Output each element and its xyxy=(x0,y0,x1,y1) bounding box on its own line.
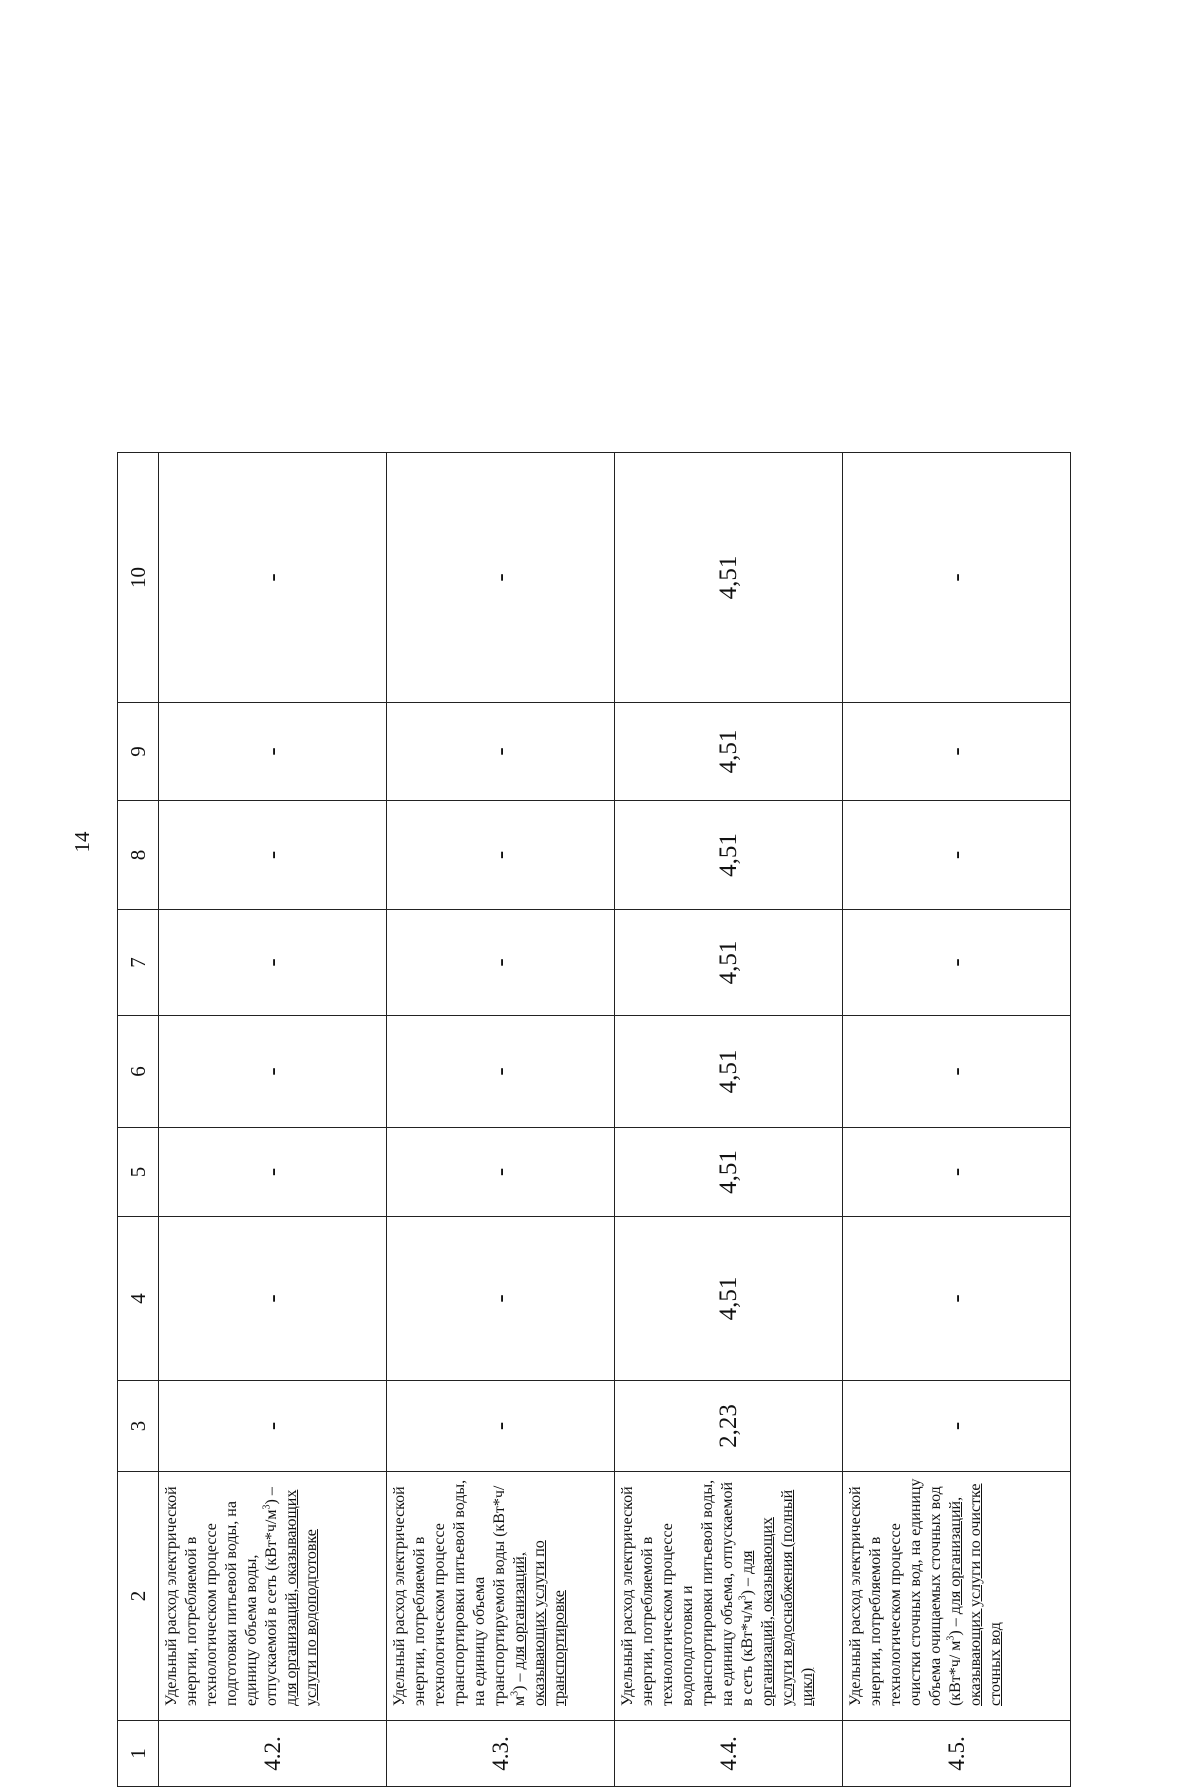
row-description: Удельный расход электрической энергии, потребляемой в технологическом процессе водоподготовки и транспортировки питьевой воды, на единицу объема, отпускаемой в сеть $(кВт*ч/м^3)$ – для организаций, оказывающих услуги водоснабжения (полный цикл) xyxy=(615,1472,843,1721)
value-cell: 4,51 xyxy=(615,1016,843,1128)
row-number: 4.2. xyxy=(159,1721,387,1787)
header-cell: 5 xyxy=(118,1128,159,1217)
organization-type: для организаций, оказывающих услуги по очистке сточных вод xyxy=(947,1483,1004,1706)
header-cell: 6 xyxy=(118,1016,159,1128)
value-cell: 4,51 xyxy=(615,910,843,1016)
value-cell: - xyxy=(387,801,615,910)
value-cell: - xyxy=(843,910,1071,1016)
row-description: Удельный расход электрической энергии, потребляемой в технологическом процессе транспортировки питьевой воды, на единицу объема транспортируемой воды $(кВт*ч/м^3)$ – для организаций, оказывающих услуги по транспортировке xyxy=(387,1472,615,1721)
value-cell: 4,51 xyxy=(615,703,843,801)
value-cell: - xyxy=(843,801,1071,910)
value-cell: - xyxy=(159,1381,387,1472)
value-cell: - xyxy=(159,1217,387,1381)
header-cell: 4 xyxy=(118,1217,159,1381)
indicator-table xyxy=(117,452,1071,1787)
value-cell: - xyxy=(843,1016,1071,1128)
value-cell: - xyxy=(159,801,387,910)
value-cell: - xyxy=(387,1128,615,1217)
value-cell: - xyxy=(843,453,1071,703)
header-cell: 10 xyxy=(118,453,159,703)
header-row xyxy=(118,453,159,1787)
header-cell: 7 xyxy=(118,910,159,1016)
value-cell: - xyxy=(387,1217,615,1381)
value-cell: - xyxy=(159,453,387,703)
table-row xyxy=(159,453,387,1787)
table-row xyxy=(387,453,615,1787)
row-number: 4.4. xyxy=(615,1721,843,1787)
row-number: 4.5. xyxy=(843,1721,1071,1787)
value-cell: - xyxy=(387,1016,615,1128)
value-cell: - xyxy=(159,910,387,1016)
value-cell: - xyxy=(159,1128,387,1217)
header-cell: 2 xyxy=(118,1472,159,1721)
organization-type: для организаций, оказывающих услуги водоснабжения (полный цикл) xyxy=(739,1489,816,1706)
value-cell: 2,23 xyxy=(615,1381,843,1472)
rotated-table-container xyxy=(117,453,1071,1787)
value-cell: 4,51 xyxy=(615,1128,843,1217)
header-cell: 8 xyxy=(118,801,159,910)
row-description: Удельный расход электрической энергии, потребляемой в технологическом процессе очистки сточных вод, на единицу объема очищаемых сточных вод (кВт*ч/ $м^3$) – для организаций, оказывающих услуги по очистке сточных вод xyxy=(843,1472,1071,1721)
value-cell: - xyxy=(387,910,615,1016)
row-description: Удельный расход электрической энергии, потребляемой в технологическом процессе подготовки питьевой воды, на единицу объема воды, отпускаемой в сеть $(кВт*ч/м^3)$ – для организаций, оказывающих услуги по водоподготовке xyxy=(159,1472,387,1721)
value-cell: - xyxy=(159,1016,387,1128)
value-cell: 4,51 xyxy=(615,453,843,703)
table-row xyxy=(615,453,843,1787)
value-cell: - xyxy=(843,703,1071,801)
organization-type: для организаций, оказывающих услуги по водоподготовке xyxy=(283,1489,320,1706)
table-row xyxy=(843,453,1071,1787)
value-cell: 4,51 xyxy=(615,1217,843,1381)
organization-type: для организаций, оказывающих услуги по транспортировке xyxy=(511,1540,568,1706)
value-cell: - xyxy=(387,703,615,801)
value-cell: - xyxy=(387,453,615,703)
page-number: 14 xyxy=(70,831,94,853)
value-cell: - xyxy=(387,1381,615,1472)
row-number: 4.3. xyxy=(387,1721,615,1787)
value-cell: 4,51 xyxy=(615,801,843,910)
value-cell: - xyxy=(843,1381,1071,1472)
value-cell: - xyxy=(843,1217,1071,1381)
header-cell: 9 xyxy=(118,703,159,801)
value-cell: - xyxy=(159,703,387,801)
header-cell: 3 xyxy=(118,1381,159,1472)
header-cell: 1 xyxy=(118,1721,159,1787)
value-cell: - xyxy=(843,1128,1071,1217)
